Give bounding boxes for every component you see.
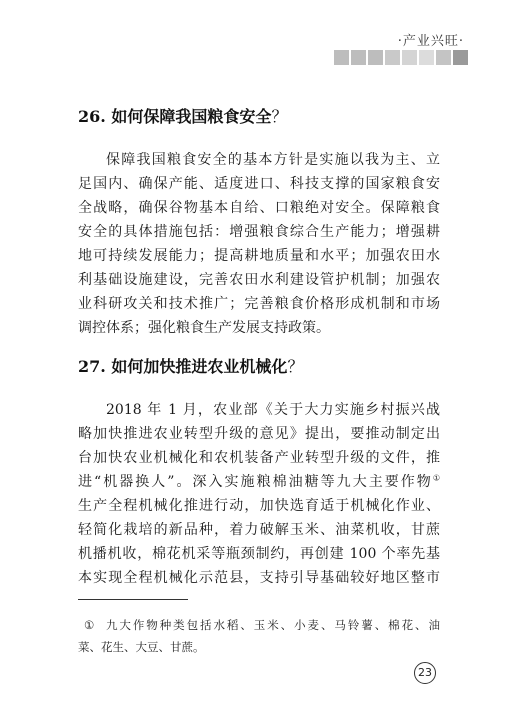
text-line: 足国内、确保产能、适度进口、科技支撑的国家粮食安: [78, 176, 440, 192]
question-mark: ？: [287, 357, 304, 376]
section-title: ·产业兴旺·: [397, 34, 464, 49]
text-line-with-footnote: [78, 470, 440, 494]
text-line: 生产全程机械化推进行动，加快选育适于机械化作业、: [78, 498, 440, 514]
decor-block: [402, 50, 417, 65]
text-line: 安全的具体措施包括：增强粮食综合生产能力；增强耕: [78, 224, 440, 240]
page-number: 23: [414, 662, 436, 684]
text-line: 略加快推进农业转型升级的意见》提出，要推动制定出: [78, 426, 440, 442]
text-line: 保障我国粮食安全的基本方针是实施以我为主、立: [106, 152, 440, 168]
text-line: 地可持续发展能力；提高耕地质量和水平；加强农田水: [78, 248, 440, 264]
decor-block: [334, 50, 349, 65]
decor-block: [368, 50, 383, 65]
question-title: 如何加快推进农业机械化: [111, 357, 288, 376]
decor-block: [419, 50, 434, 65]
footnote: [78, 614, 440, 658]
question-title: 如何保障我国粮食安全: [111, 107, 272, 126]
text-line: 进“机器换人”。深入实施粮棉油糖等九大主要作物: [78, 474, 433, 490]
decor-block: [436, 50, 451, 65]
footnote-text: 九大作物种类包括水稻、玉米、小麦、马铃薯、棉花、油: [104, 618, 440, 632]
answer-26-paragraph: [78, 148, 440, 340]
text-line: 调控体系；强化粮食生产发展支持政策。: [78, 320, 330, 336]
footnote-line: 菜、花生、大豆、甘蔗。: [78, 640, 205, 654]
decor-block: [351, 50, 366, 65]
question-26-heading: [78, 104, 287, 127]
text-line: 2018 年 1 月，农业部《关于大力实施乡村振兴战: [106, 402, 440, 418]
question-number: 26.: [78, 107, 106, 126]
footnote-reference[interactable]: ①: [432, 473, 440, 483]
decor-block: [385, 50, 400, 65]
footnote-line: [78, 614, 440, 636]
decor-block: [453, 50, 468, 65]
text-line: 台加快农业机械化和农机装备产业转型升级的文件，推: [78, 450, 440, 466]
answer-27-paragraph: [78, 398, 440, 590]
text-line: 机播机收，棉花机采等瓶颈制约，再创建 100 个率先基: [78, 546, 440, 562]
question-27-heading: [78, 354, 303, 377]
text-line: 利基础设施建设，完善农田水利建设管护机制；加强农: [78, 272, 440, 288]
text-line: 业科研攻关和技术推广；完善粮食价格形成机制和市场: [78, 296, 440, 312]
running-header: [398, 30, 464, 49]
footnote-marker: ①: [84, 618, 95, 632]
question-number: 27.: [78, 357, 106, 376]
text-line: 全战略，确保谷物基本自给、口粮绝对安全。保障粮食: [78, 200, 440, 216]
footnote-divider: [78, 599, 188, 600]
question-mark: ？: [271, 107, 288, 126]
text-line: 轻简化栽培的新品种，着力破解玉米、油菜机收，甘蔗: [78, 522, 440, 538]
header-decorative-blocks: [334, 50, 468, 65]
text-line: 本实现全程机械化示范县，支持引导基础较好地区整市: [78, 570, 440, 586]
